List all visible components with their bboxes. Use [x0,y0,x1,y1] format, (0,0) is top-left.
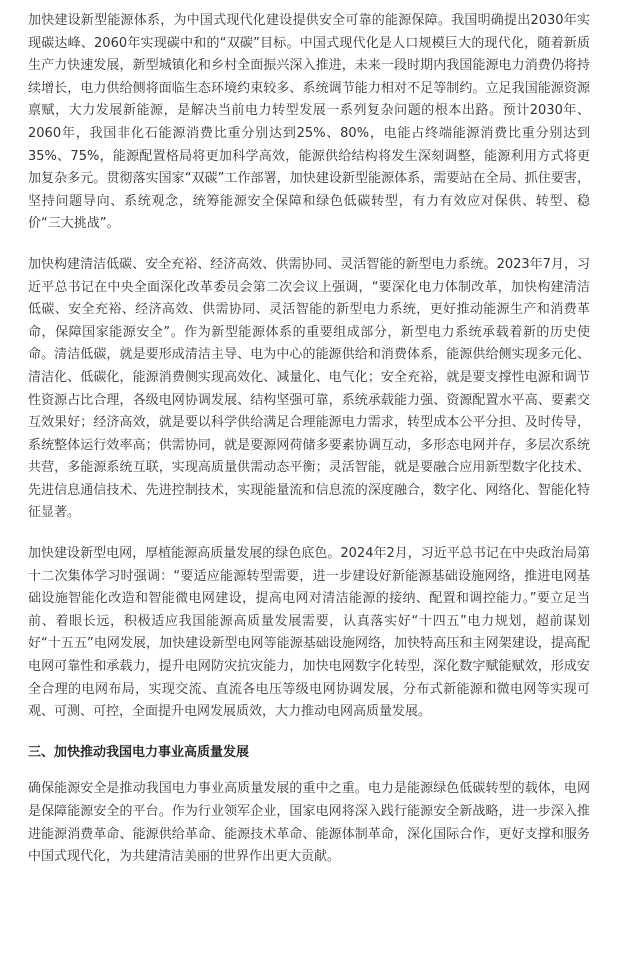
paragraph-energy-security: 确保能源安全是推动我国电力事业高质量发展的重中之重。电力是能源绿色低碳转型的载体，电网是保障能源安全的平台。作为行业领军企业，国家电网将深入践行能源安全新战略，进一步深入推进能源消费革命、能源供给革命、能源技术革命、能源体制革命，深化国际合作，更好支撑和服务中国式现代化，为共建清洁美丽的世界作出更大贡献。 [28,781,590,865]
article-body [28,10,590,869]
section-heading: 三、加快推动我国电力事业高质量发展 [28,744,250,760]
paragraph-power-system: 加快构建清洁低碳、安全充裕、经济高效、供需协同、灵活智能的新型电力系统。2023年7月，习近平总书记在中央全面深化改革委员会第二次会议上强调，“要深化电力体制改革，加快构建清洁低碳、安全充裕、经济高效、供需协同、灵活智能的新型电力系统，更好推动能源生产和消费革命，保障国家能源安全”。作为新型能源体系的重要组成部分，新型电力系统承载着新的历史使命。清洁低碳，就是要形成清洁主导、电为中心的能源供给和消费体系，能源供给侧实现多元化、清洁化、低碳化，能源消费侧实现高效化、减量化、电气化；安全充裕，就是要支撑性电源和调节性资源占比合理，各级电网协调发展、结构坚强可靠，系统承载能力强、资源配置水平高、要素交互效果好；经济高效，就是要以科学供给满足合理能源电力需求，转型成本公平分担、及时传导，系统整体运行效率高；供需协同，就是要源网荷储多要素协调互动，多形态电网并存，多层次系统共营，多能源系统互联，实现高质量供需动态平衡；灵活智能，就是要融合应用新型数字化技术、先进信息通信技术、先进控制技术，实现能量流和信息流的深度融合，数字化、网络化、智能化特征显著。 [28,256,590,521]
paragraph-power-grid: 加快建设新型电网，厚植能源高质量发展的绿色底色。2024年2月，习近平总书记在中央政治局第十二次集体学习时强调：“要适应能源转型需要，进一步建设好新能源基础设施网络，推进电网基础设施智能化改造和智能微电网建设，提高电网对清洁能源的接纳、配置和调控能力。”要立足当前、着眼长远，积极适应我国能源高质量发展需要，认真落实好“十四五”电力规划，超前谋划好“十五五”电网发展，加快建设新型电网等能源基础设施网络，加快特高压和主网架建设，提高配电网可靠性和承载力，提升电网防灾抗灾能力，加快电网数字化转型，深化数字赋能赋效，形成安全合理的电网布局，实现交流、直流各电压等级电网协调发展，分布式新能源和微电网等实现可观、可测、可控，全面提升电网发展质效，大力推动电网高质量发展。 [28,546,590,720]
paragraph-energy-system: 加快建设新型能源体系，为中国式现代化建设提供安全可靠的能源保障。我国明确提出2030年实现碳达峰、2060年实现碳中和的“双碳”目标。中国式现代化是人口规模巨大的现代化，随着新质生产力快速发展，新型城镇化和乡村全面振兴深入推进，未来一段时期内我国能源电力消费仍将持续增长，电力供给侧将面临生态环境约束较多、系统调节能力相对不足等制约。立足我国能源资源禀赋，大力发展新能源，是解决当前电力转型发展一系列复杂问题的根本出路。预计2030年、2060年，我国非化石能源消费比重分别达到25%、80%，电能占终端能源消费比重分别达到35%、75%，能源配置格局将更加科学高效，能源供给结构将发生深刻调整，能源利用方式将更加复杂多元。贯彻落实国家“双碳”工作部署，加快建设新型能源体系，需要站在全局、抓住要害，坚持问题导向、系统观念，统筹能源安全保障和绿色低碳转型，有力有效应对保供、转型、稳价“三大挑战”。 [28,13,590,232]
